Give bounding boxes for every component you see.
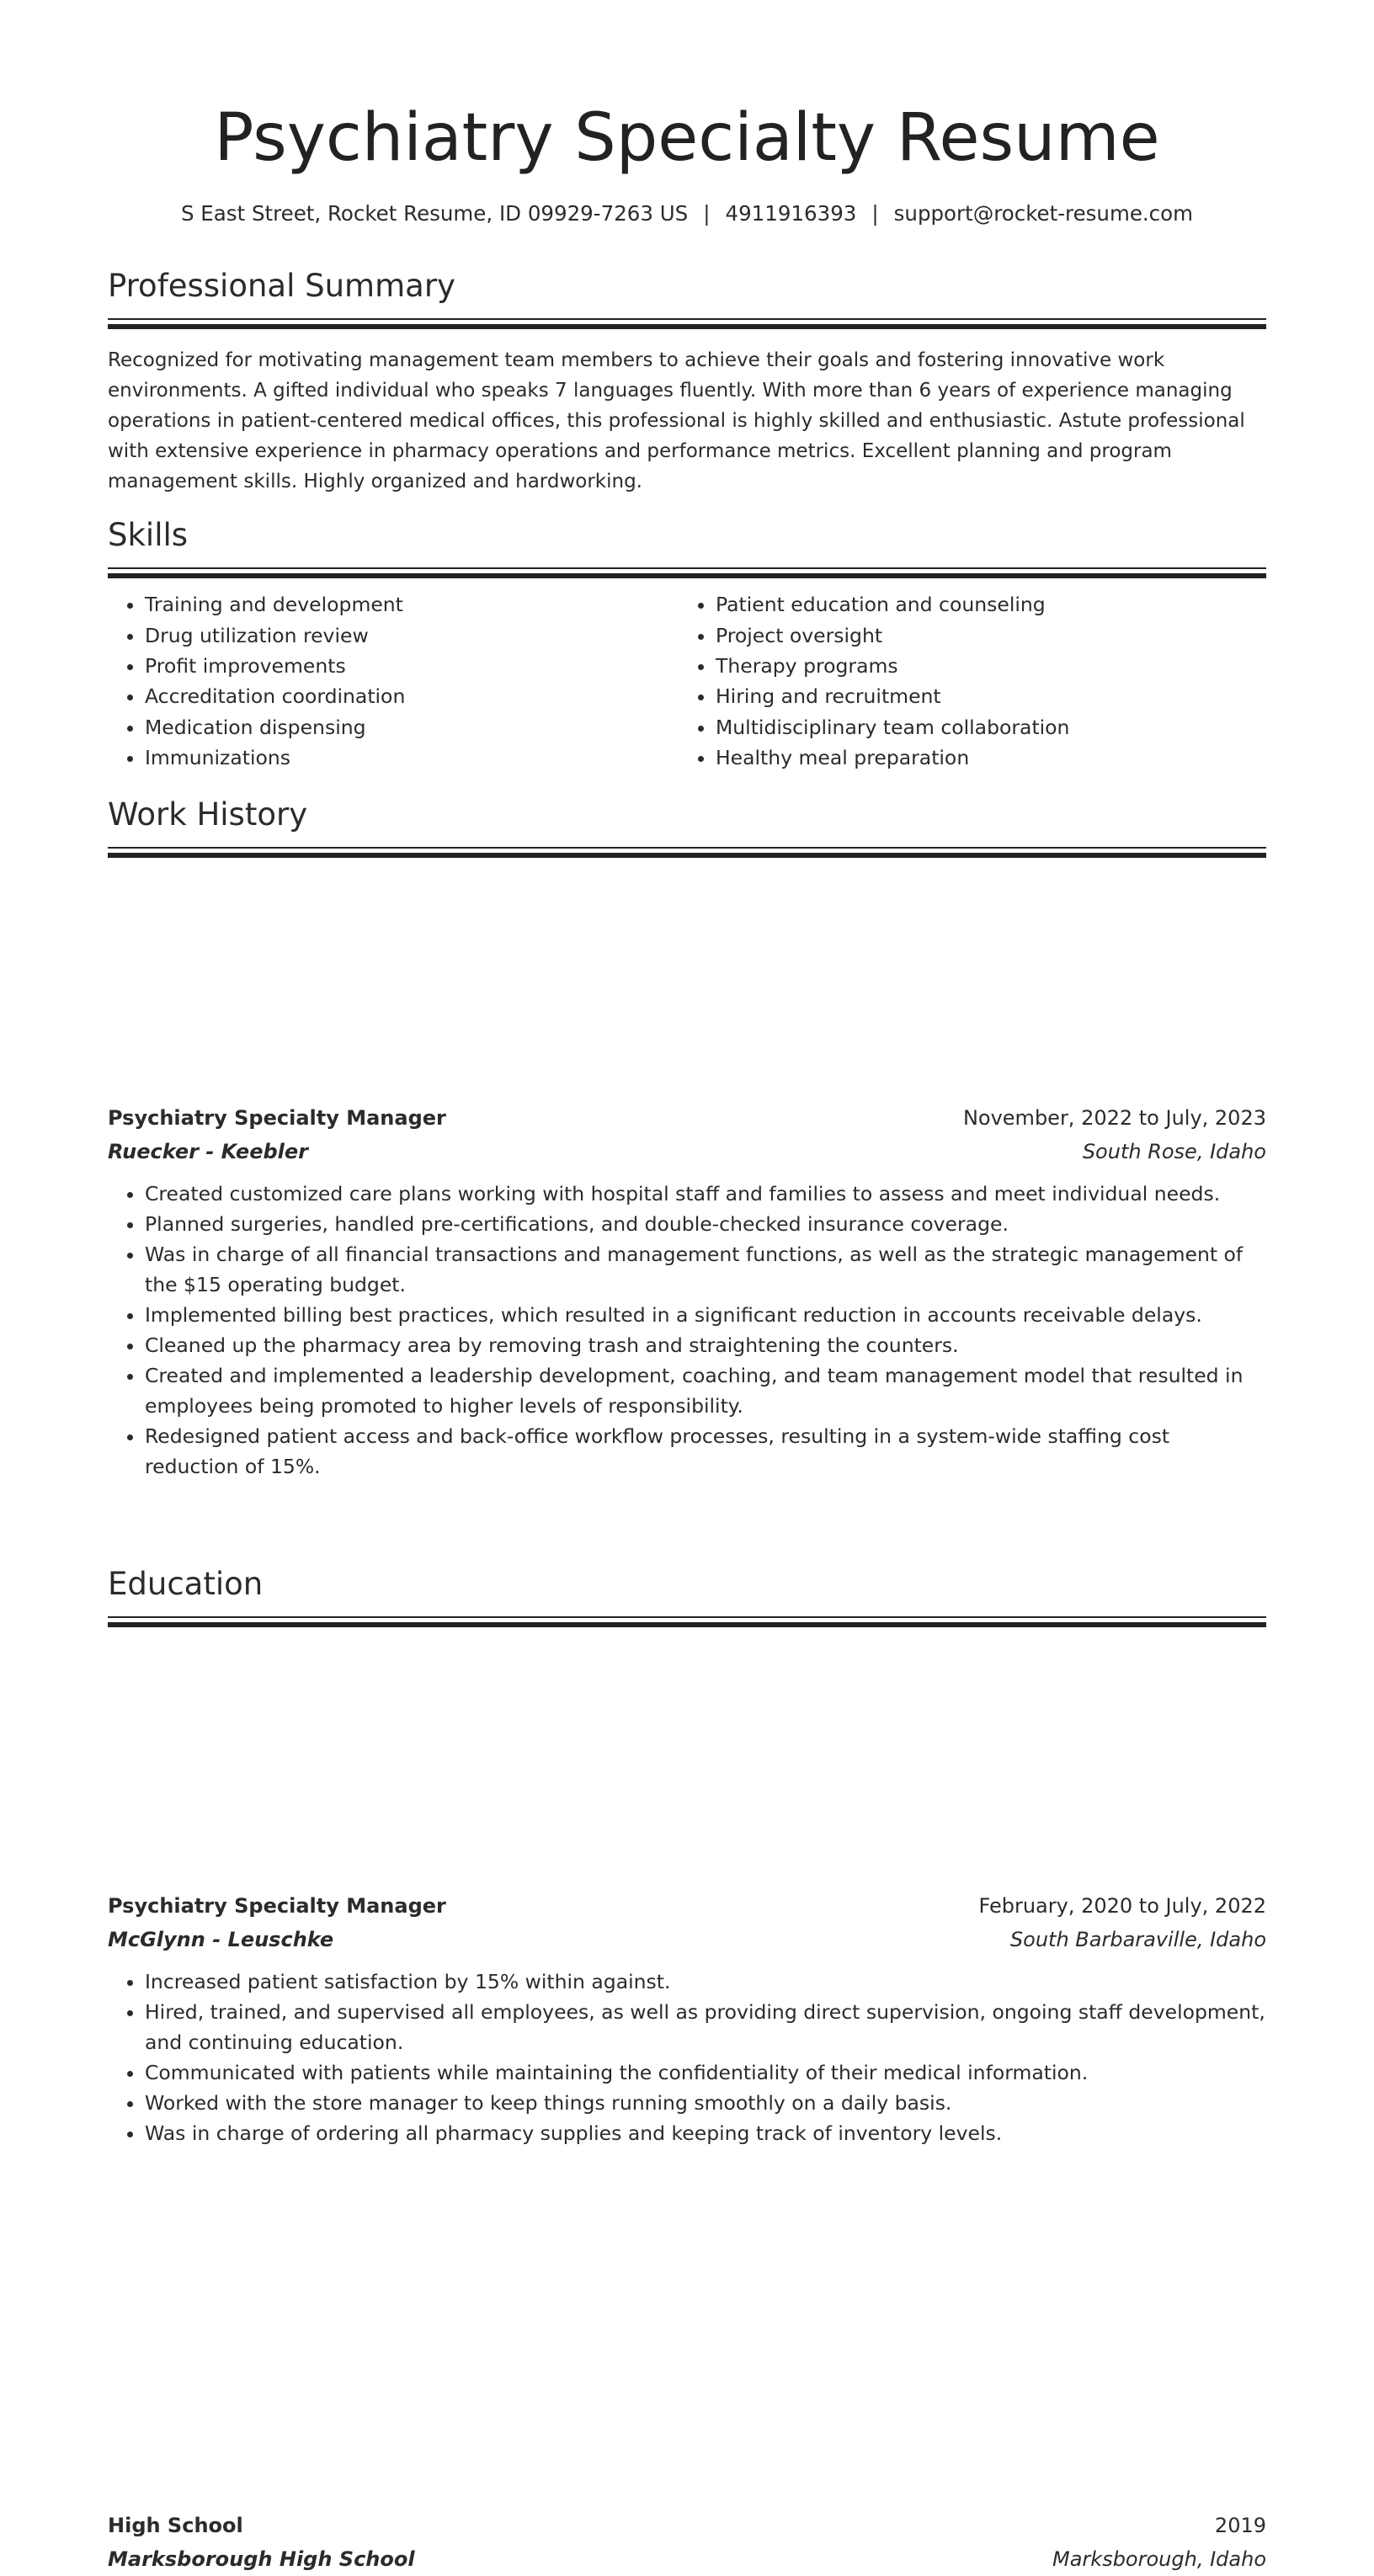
education-entry bbox=[108, 2509, 1266, 2576]
job-company: McGlynn - Leuschke bbox=[108, 1928, 334, 1951]
skill-item: • Healthy meal preparation bbox=[716, 742, 1249, 773]
education-location: Marksborough, Idaho bbox=[1052, 2547, 1266, 2571]
contact-email[interactable]: support@rocket-resume.com bbox=[893, 201, 1194, 226]
contact-separator: | bbox=[703, 201, 711, 226]
work-history-heading: Work History bbox=[108, 796, 308, 833]
job-entry bbox=[108, 1889, 1266, 2148]
skills-heading: Skills bbox=[108, 517, 189, 553]
job-location: South Barbaraville, Idaho bbox=[1009, 1928, 1266, 1951]
section-divider bbox=[108, 318, 1266, 320]
job-company-row bbox=[108, 1923, 1266, 1956]
job-title: Psychiatry Specialty Manager bbox=[108, 1894, 446, 1918]
job-company-row bbox=[108, 1135, 1266, 1168]
job-bullet: • Was in charge of all financial transactions and management functions, as well as the strategic management of the $15 operating budget. bbox=[145, 1239, 1266, 1300]
skill-item: • Drug utilization review bbox=[145, 620, 679, 651]
contact-separator: | bbox=[871, 201, 879, 226]
summary-heading: Professional Summary bbox=[108, 268, 455, 304]
education-degree: High School bbox=[108, 2514, 243, 2537]
skill-item: • Immunizations bbox=[145, 742, 679, 773]
job-header-row bbox=[108, 1101, 1266, 1135]
education-school: Marksborough High School bbox=[108, 2547, 415, 2571]
job-company: Ruecker - Keebler bbox=[108, 1140, 309, 1163]
job-title: Psychiatry Specialty Manager bbox=[108, 1106, 446, 1130]
contact-line bbox=[108, 197, 1266, 231]
contact-phone: 4911916393 bbox=[725, 201, 857, 226]
job-bullet: • Cleaned up the pharmacy area by removing trash and straightening the counters. bbox=[145, 1330, 1266, 1360]
resume-page bbox=[108, 0, 1266, 2571]
job-bullet: • Redesigned patient access and back-office workflow processes, resulting in a system-wide staffing cost reduction of 15%. bbox=[145, 1421, 1266, 1482]
skill-item: • Multidisciplinary team collaboration bbox=[716, 712, 1249, 742]
job-bullets bbox=[108, 1967, 1266, 2148]
education-year: 2019 bbox=[1214, 2514, 1266, 2537]
skill-item: • Medication dispensing bbox=[145, 712, 679, 742]
skill-item: • Hiring and recruitment bbox=[716, 681, 1249, 711]
skill-item: • Patient education and counseling bbox=[716, 589, 1249, 620]
skills-section bbox=[108, 517, 1266, 773]
work-history-section bbox=[108, 796, 1266, 849]
job-dates: February, 2020 to July, 2022 bbox=[978, 1894, 1266, 1918]
job-bullets bbox=[108, 1179, 1266, 1482]
summary-section bbox=[108, 268, 1266, 497]
section-divider bbox=[108, 1616, 1266, 1618]
education-heading: Education bbox=[108, 1566, 264, 1602]
skill-item: • Therapy programs bbox=[716, 651, 1249, 681]
job-bullet: • Created and implemented a leadership development, coaching, and team management model that resulted in employees being promoted to higher levels of responsibility. bbox=[145, 1360, 1266, 1421]
job-bullet: • Created customized care plans working with hospital staff and families to assess and meet individual needs. bbox=[145, 1179, 1266, 1209]
job-bullet: • Increased patient satisfaction by 15% within against. bbox=[145, 1967, 1266, 1997]
job-header-row bbox=[108, 1889, 1266, 1923]
education-section bbox=[108, 1566, 1266, 1618]
skill-item: • Profit improvements bbox=[145, 651, 679, 681]
skill-item: • Project oversight bbox=[716, 620, 1249, 651]
skills-column-left bbox=[108, 589, 679, 773]
job-bullet: • Planned surgeries, handled pre-certifications, and double-checked insurance coverage. bbox=[145, 1209, 1266, 1239]
job-dates: November, 2022 to July, 2023 bbox=[962, 1106, 1266, 1130]
section-divider bbox=[108, 847, 1266, 849]
job-entry bbox=[108, 1101, 1266, 1482]
job-bullet: • Implemented billing best practices, which resulted in a significant reduction in accounts receivable delays. bbox=[145, 1300, 1266, 1330]
job-bullet: • Worked with the store manager to keep things running smoothly on a daily basis. bbox=[145, 2088, 1266, 2118]
contact-address: S East Street, Rocket Resume, ID 09929-7263 US bbox=[180, 201, 689, 226]
job-location: South Rose, Idaho bbox=[1082, 1140, 1266, 1163]
section-divider bbox=[108, 567, 1266, 569]
education-school-row bbox=[108, 2542, 1266, 2576]
resume-title: Psychiatry Specialty Resume bbox=[214, 100, 1160, 176]
job-bullet: • Communicated with patients while maintaining the confidentiality of their medical information. bbox=[145, 2057, 1266, 2088]
skill-item: • Accreditation coordination bbox=[145, 681, 679, 711]
job-bullet: • Hired, trained, and supervised all employees, as well as providing direct supervision, ongoing staff development, and continuing education. bbox=[145, 1997, 1266, 2057]
skills-list bbox=[108, 589, 1266, 773]
skill-item: • Training and development bbox=[145, 589, 679, 620]
summary-text: Recognized for motivating management team members to achieve their goals and fostering innovative work environments. A gifted individual who speaks 7 languages fluently. With more than 6 years of experience managing operations in patient-centered medical offices, this professional is highly skilled and enthusiastic. Astute professional with extensive experience in pharmacy operations and performance metrics. Excellent planning and program management skills. Highly organized and hardworking. bbox=[108, 349, 1245, 493]
education-header-row bbox=[108, 2509, 1266, 2542]
skills-column-right bbox=[679, 589, 1249, 773]
job-bullet: • Was in charge of ordering all pharmacy supplies and keeping track of inventory levels. bbox=[145, 2118, 1266, 2148]
